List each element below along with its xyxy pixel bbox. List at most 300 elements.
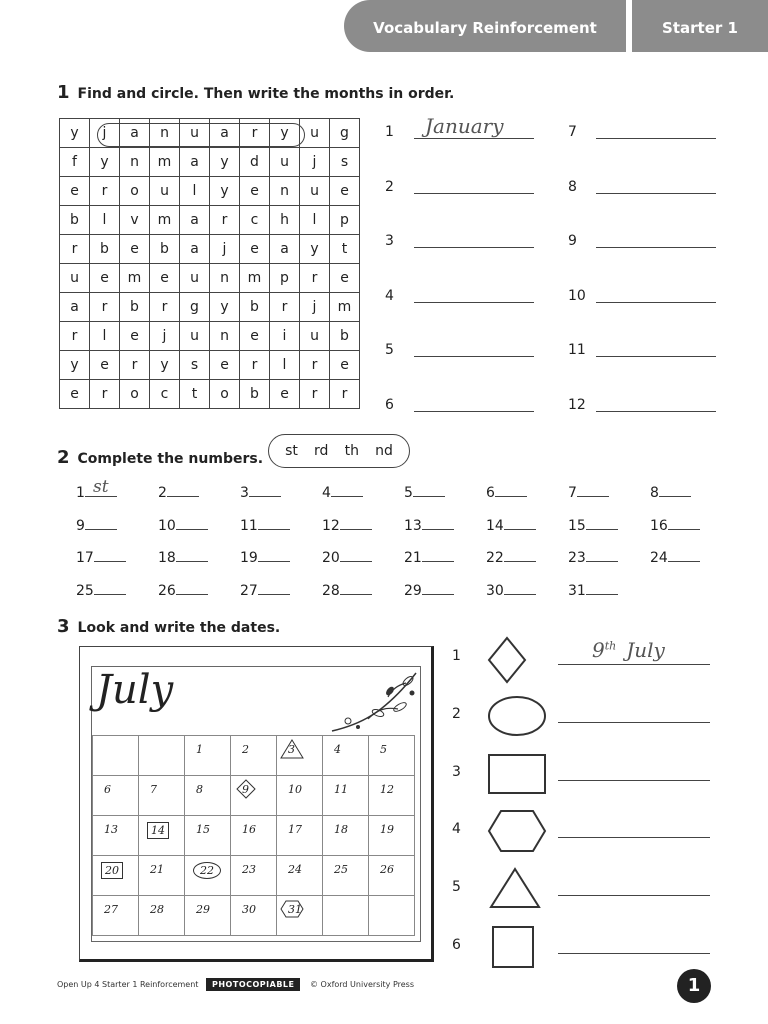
grid-letter[interactable]: s [330, 148, 360, 177]
calendar-day-number: 9 [239, 782, 252, 797]
ordinal-blank[interactable] [422, 547, 454, 562]
grid-letter[interactable]: s [180, 351, 210, 380]
grid-letter[interactable]: e [150, 264, 180, 293]
grid-row [60, 264, 360, 293]
grid-letter[interactable]: r [240, 119, 270, 148]
ordinal-blank[interactable] [85, 515, 117, 530]
grid-letter[interactable]: r [90, 177, 120, 206]
exercise-2-title [57, 447, 263, 468]
month-answer-number: 2 [385, 178, 394, 195]
calendar-week [93, 736, 415, 776]
month-answer-line[interactable] [414, 411, 534, 412]
calendar-day [323, 776, 369, 816]
triangle-icon [487, 867, 549, 919]
ordinal-number: 8 [650, 485, 659, 501]
grid-letter[interactable]: j [300, 148, 330, 177]
ordinal-item[interactable] [158, 515, 208, 534]
grid-letter[interactable]: y [90, 148, 120, 177]
footer-copyright: © Oxford University Press [310, 980, 415, 989]
grid-letter[interactable]: f [60, 148, 90, 177]
ordinal-blank[interactable] [504, 547, 536, 562]
calendar-day-number: 19 [380, 823, 394, 836]
grid-letter[interactable]: o [120, 380, 150, 409]
grid-letter[interactable]: y [210, 293, 240, 322]
calendar-day [231, 896, 277, 936]
month-answer-number: 5 [385, 342, 394, 358]
photocopiable-badge: PHOTOCOPIABLE [206, 978, 300, 991]
grid-letter[interactable]: r [60, 235, 90, 264]
exercise-1-instruction: Find and circle. Then write the months in order. [77, 86, 455, 102]
page-number: 1 [677, 969, 711, 1003]
calendar-day [369, 816, 415, 856]
grid-letter[interactable]: r [300, 380, 330, 409]
grid-letter[interactable]: g [330, 119, 360, 148]
calendar-day-number: 25 [334, 863, 348, 876]
calendar-day-number: 4 [334, 743, 341, 756]
month-answer-number: 10 [568, 287, 586, 304]
month-answer-line[interactable] [414, 356, 534, 357]
ordinal-blank[interactable] [668, 547, 700, 562]
month-answer-number: 8 [568, 178, 577, 195]
ordinal-blank[interactable] [258, 547, 290, 562]
date-answer-line[interactable] [558, 953, 710, 954]
grid-letter[interactable]: a [180, 235, 210, 264]
exercise-3-title [57, 616, 280, 637]
ordinal-blank[interactable] [340, 515, 372, 530]
grid-letter[interactable]: d [240, 148, 270, 177]
footer-book-title: Open Up 4 Starter 1 Reinforcement [57, 980, 199, 989]
calendar-day [139, 856, 185, 896]
calendar [79, 646, 434, 962]
grid-letter[interactable]: r [120, 351, 150, 380]
shape-item-number: 6 [452, 937, 461, 953]
calendar-day [231, 856, 277, 896]
grid-letter[interactable]: v [120, 206, 150, 235]
grid-letter[interactable]: r [270, 293, 300, 322]
grid-letter[interactable]: b [330, 322, 360, 351]
ordinal-item[interactable] [404, 547, 454, 566]
month-answer-line[interactable] [596, 302, 716, 303]
month-answer-line[interactable] [596, 247, 716, 248]
grid-letter[interactable]: r [90, 293, 120, 322]
grid-letter[interactable]: y [210, 177, 240, 206]
ordinal-item[interactable] [650, 515, 700, 534]
grid-letter[interactable]: e [330, 177, 360, 206]
ordinal-number: 24 [650, 550, 668, 566]
exercise-1-number: 1 [57, 82, 70, 103]
grid-row [60, 322, 360, 351]
grid-row [60, 380, 360, 409]
ordinal-number: 15 [568, 517, 586, 534]
month-answer-line[interactable] [414, 193, 534, 194]
ordinal-item[interactable] [240, 547, 290, 566]
calendar-day-number: 2 [242, 743, 249, 756]
grid-letter[interactable]: b [240, 293, 270, 322]
grid-letter[interactable]: e [210, 351, 240, 380]
ordinal-item[interactable] [240, 580, 290, 599]
calendar-day [231, 736, 277, 776]
grid-letter[interactable]: e [60, 177, 90, 206]
month-answer-number: 6 [385, 396, 394, 413]
ordinal-blank[interactable] [249, 482, 281, 497]
calendar-day-number: 11 [334, 783, 348, 796]
month-answer-line[interactable] [414, 138, 534, 139]
calendar-day-number: 6 [104, 783, 111, 796]
ordinal-blank[interactable] [504, 515, 536, 530]
calendar-grid [92, 735, 415, 936]
month-answer-line[interactable] [414, 302, 534, 303]
ordinal-number: 4 [322, 485, 331, 501]
calendar-day [139, 816, 185, 856]
grid-letter[interactable]: u [180, 119, 210, 148]
ordinal-blank[interactable] [176, 515, 208, 530]
grid-letter[interactable]: m [150, 206, 180, 235]
word-search-grid [59, 118, 360, 409]
calendar-day-number: 23 [242, 863, 256, 876]
calendar-month: July [96, 667, 174, 713]
ordinal-item[interactable] [322, 580, 372, 599]
month-answer-line[interactable] [596, 411, 716, 412]
grid-letter[interactable]: y [270, 119, 300, 148]
grid-letter[interactable]: n [120, 148, 150, 177]
grid-letter[interactable]: r [210, 206, 240, 235]
ordinal-item[interactable] [404, 482, 445, 501]
ordinal-blank[interactable] [659, 482, 691, 497]
grid-letter[interactable]: e [240, 177, 270, 206]
grid-letter[interactable]: y [150, 351, 180, 380]
month-answer-line[interactable] [596, 356, 716, 357]
grid-letter[interactable]: e [270, 380, 300, 409]
ordinal-item[interactable] [322, 547, 372, 566]
suffix-option: st [285, 443, 298, 459]
month-answer-number: 1 [385, 124, 394, 140]
ordinal-number: 17 [76, 550, 94, 566]
ordinal-item[interactable] [486, 482, 527, 501]
month-answer-line[interactable] [596, 138, 716, 139]
grid-letter[interactable]: j [210, 235, 240, 264]
calendar-day-number: 8 [196, 783, 203, 796]
calendar-day-number: 13 [104, 823, 118, 836]
ordinal-item[interactable] [486, 515, 536, 534]
grid-row [60, 119, 360, 148]
calendar-day-number: 29 [196, 903, 210, 916]
suffix-option: nd [375, 443, 393, 459]
calendar-day-number: 31 [285, 902, 305, 917]
ordinal-item[interactable] [158, 580, 208, 599]
grid-letter[interactable]: a [210, 119, 240, 148]
grid-letter[interactable]: e [330, 264, 360, 293]
calendar-day [185, 736, 231, 776]
suffix-option: rd [314, 443, 329, 459]
ordinal-number: 10 [158, 517, 176, 534]
ordinal-number: 30 [486, 582, 504, 599]
calendar-week [93, 816, 415, 856]
grid-letter[interactable]: j [300, 293, 330, 322]
grid-letter[interactable]: c [150, 380, 180, 409]
grid-letter[interactable]: o [210, 380, 240, 409]
calendar-day [185, 896, 231, 936]
grid-letter[interactable]: b [90, 235, 120, 264]
ordinal-blank[interactable] [94, 547, 126, 562]
grid-letter[interactable]: c [240, 206, 270, 235]
grid-letter[interactable]: m [330, 293, 360, 322]
grid-letter[interactable]: n [150, 119, 180, 148]
grid-letter[interactable]: p [330, 206, 360, 235]
ordinal-item[interactable] [158, 547, 208, 566]
ordinal-number: 26 [158, 582, 176, 599]
section-title: Vocabulary Reinforcement [344, 0, 626, 52]
ordinal-item[interactable] [568, 580, 618, 599]
calendar-day-number: 12 [380, 783, 394, 796]
grid-letter[interactable]: j [90, 119, 120, 148]
calendar-day [277, 856, 323, 896]
month-answer-number: 7 [568, 124, 577, 140]
grid-letter[interactable]: n [270, 177, 300, 206]
grid-letter[interactable]: r [300, 264, 330, 293]
grid-letter[interactable]: b [60, 206, 90, 235]
ordinal-example-answer: st [93, 477, 109, 497]
calendar-day-number: 22 [193, 862, 221, 879]
calendar-day-number: 30 [242, 903, 256, 916]
grid-letter[interactable]: r [150, 293, 180, 322]
grid-letter[interactable]: l [90, 206, 120, 235]
calendar-day [93, 736, 139, 776]
ordinal-item[interactable] [568, 482, 609, 501]
ordinal-blank[interactable] [422, 515, 454, 530]
calendar-day [369, 736, 415, 776]
grid-letter[interactable]: l [270, 351, 300, 380]
grid-letter[interactable]: b [120, 293, 150, 322]
calendar-day-number: 17 [288, 823, 302, 836]
calendar-day-number: 28 [150, 903, 164, 916]
month-answer-number: 12 [568, 396, 586, 413]
ordinal-item[interactable] [240, 482, 281, 501]
ordinal-number: 25 [76, 582, 94, 599]
ordinal-blank[interactable] [167, 482, 199, 497]
calendar-day-number: 5 [380, 743, 387, 756]
grid-letter[interactable]: r [240, 351, 270, 380]
ordinal-item[interactable] [650, 482, 691, 501]
ordinal-number: 27 [240, 582, 258, 599]
grid-letter[interactable]: a [60, 293, 90, 322]
calendar-day-number: 16 [242, 823, 256, 836]
grid-letter[interactable]: u [270, 148, 300, 177]
grid-letter[interactable]: e [240, 235, 270, 264]
ordinal-blank[interactable] [176, 580, 208, 595]
ordinal-blank[interactable] [331, 482, 363, 497]
calendar-week [93, 776, 415, 816]
ordinal-blank[interactable] [258, 515, 290, 530]
calendar-day-number: 1 [196, 743, 203, 756]
ordinal-item[interactable] [486, 580, 536, 599]
ordinal-item[interactable] [404, 515, 454, 534]
grid-letter[interactable]: y [300, 235, 330, 264]
date-answer-line[interactable] [558, 664, 710, 665]
grid-letter[interactable]: y [210, 148, 240, 177]
diamond-icon [487, 636, 549, 688]
grid-letter[interactable]: g [180, 293, 210, 322]
calendar-day [323, 856, 369, 896]
exercise-3-number: 3 [57, 616, 70, 637]
calendar-day-number: 15 [196, 823, 210, 836]
grid-letter[interactable]: t [330, 235, 360, 264]
ordinal-number: 23 [568, 550, 586, 566]
date-example-day: 9 [592, 638, 605, 662]
ordinal-item[interactable] [76, 547, 126, 566]
calendar-day-number: 14 [147, 822, 169, 839]
grid-letter[interactable]: a [180, 206, 210, 235]
ordinal-blank[interactable] [340, 547, 372, 562]
ordinal-item[interactable] [158, 482, 199, 501]
grid-letter[interactable]: m [120, 264, 150, 293]
calendar-day [369, 896, 415, 936]
grid-letter[interactable]: u [300, 177, 330, 206]
ordinal-blank[interactable] [586, 580, 618, 595]
ordinal-blank[interactable] [94, 580, 126, 595]
ordinal-number: 12 [322, 517, 340, 534]
calendar-day [93, 816, 139, 856]
calendar-day [277, 776, 323, 816]
ordinal-blank[interactable] [668, 515, 700, 530]
grid-letter[interactable]: e [330, 351, 360, 380]
ordinal-blank[interactable] [258, 580, 290, 595]
grid-letter[interactable]: e [120, 235, 150, 264]
ordinal-blank[interactable] [504, 580, 536, 595]
ordinal-number: 3 [240, 485, 249, 501]
calendar-day [277, 816, 323, 856]
calendar-day [323, 896, 369, 936]
grid-letter[interactable]: p [270, 264, 300, 293]
calendar-day [323, 736, 369, 776]
grid-letter[interactable]: e [240, 322, 270, 351]
month-answer-line[interactable] [596, 193, 716, 194]
grid-letter[interactable]: t [180, 380, 210, 409]
calendar-day-number: 10 [288, 783, 302, 796]
ordinal-item[interactable] [322, 482, 363, 501]
ordinal-item[interactable] [404, 580, 454, 599]
grid-letter[interactable]: u [300, 119, 330, 148]
ordinal-blank[interactable] [422, 580, 454, 595]
ordinal-number: 5 [404, 485, 413, 501]
grid-letter[interactable]: e [90, 351, 120, 380]
ellipse-icon [487, 694, 549, 746]
ordinal-number: 1 [76, 485, 85, 501]
exercise-3-instruction: Look and write the dates. [77, 620, 281, 636]
grid-letter[interactable]: e [60, 380, 90, 409]
ordinal-blank[interactable] [495, 482, 527, 497]
grid-letter[interactable]: u [60, 264, 90, 293]
grid-letter[interactable]: o [120, 177, 150, 206]
ordinal-number: 20 [322, 550, 340, 566]
grid-row [60, 351, 360, 380]
grid-letter[interactable]: l [90, 322, 120, 351]
calendar-day-number: 27 [104, 903, 118, 916]
grid-letter[interactable]: u [180, 264, 210, 293]
grid-letter[interactable]: r [90, 380, 120, 409]
suffix-option: th [344, 443, 359, 459]
grid-letter[interactable]: h [270, 206, 300, 235]
date-answer-line[interactable] [558, 722, 710, 723]
grid-letter[interactable]: b [240, 380, 270, 409]
grid-letter[interactable]: i [270, 322, 300, 351]
ordinal-item[interactable] [568, 515, 618, 534]
ordinal-item[interactable] [240, 515, 290, 534]
grid-letter[interactable]: e [120, 322, 150, 351]
ordinal-blank[interactable] [577, 482, 609, 497]
ordinal-number: 21 [404, 550, 422, 566]
ordinal-item[interactable] [76, 580, 126, 599]
grid-letter[interactable]: r [300, 351, 330, 380]
ordinal-number: 2 [158, 485, 167, 501]
grid-letter[interactable]: r [330, 380, 360, 409]
grid-letter[interactable]: a [120, 119, 150, 148]
calendar-day [185, 776, 231, 816]
grid-letter[interactable]: l [180, 177, 210, 206]
grid-letter[interactable]: y [60, 351, 90, 380]
calendar-day-number: 21 [150, 863, 164, 876]
ordinal-blank[interactable] [586, 547, 618, 562]
ordinal-item[interactable] [486, 547, 536, 566]
grid-letter[interactable]: a [180, 148, 210, 177]
grid-letter[interactable]: n [210, 322, 240, 351]
ordinal-blank[interactable] [413, 482, 445, 497]
page-header [344, 0, 768, 52]
hexagon-icon [280, 899, 304, 919]
exercise-2-number: 2 [57, 447, 70, 468]
grid-letter[interactable]: a [270, 235, 300, 264]
grid-letter[interactable]: m [150, 148, 180, 177]
grid-letter[interactable]: n [210, 264, 240, 293]
grid-letter[interactable]: e [90, 264, 120, 293]
grid-letter[interactable]: u [180, 322, 210, 351]
ordinal-number: 16 [650, 517, 668, 534]
ordinal-number: 22 [486, 550, 504, 566]
grid-letter[interactable]: j [150, 322, 180, 351]
ordinal-item[interactable] [568, 547, 618, 566]
date-answer-line[interactable] [558, 780, 710, 781]
grid-letter[interactable]: m [240, 264, 270, 293]
month-answer-number: 3 [385, 233, 394, 249]
ordinal-number: 19 [240, 550, 258, 566]
month-answer-number: 4 [385, 287, 394, 304]
grid-letter[interactable]: u [300, 322, 330, 351]
ordinal-item[interactable] [322, 515, 372, 534]
grid-letter[interactable]: y [60, 119, 90, 148]
grid-letter[interactable]: u [150, 177, 180, 206]
calendar-day [185, 856, 231, 896]
date-answer-line[interactable] [558, 895, 710, 896]
month-example-answer: January [425, 114, 504, 138]
calendar-day [231, 776, 277, 816]
grid-letter[interactable]: l [300, 206, 330, 235]
month-answer-line[interactable] [414, 247, 534, 248]
exercise-1-title [57, 82, 454, 103]
grid-letter[interactable]: r [60, 322, 90, 351]
ordinal-blank[interactable] [176, 547, 208, 562]
ordinal-blank[interactable] [340, 580, 372, 595]
ordinal-item[interactable] [76, 515, 117, 534]
rectangle-icon [487, 752, 549, 804]
ordinal-item[interactable] [650, 547, 700, 566]
grid-letter[interactable]: b [150, 235, 180, 264]
calendar-day-number: 7 [150, 783, 157, 796]
ordinal-blank[interactable] [586, 515, 618, 530]
calendar-day-number: 20 [101, 862, 123, 879]
calendar-day [323, 816, 369, 856]
grid-row [60, 235, 360, 264]
square-icon [487, 925, 549, 977]
date-answer-line[interactable] [558, 837, 710, 838]
